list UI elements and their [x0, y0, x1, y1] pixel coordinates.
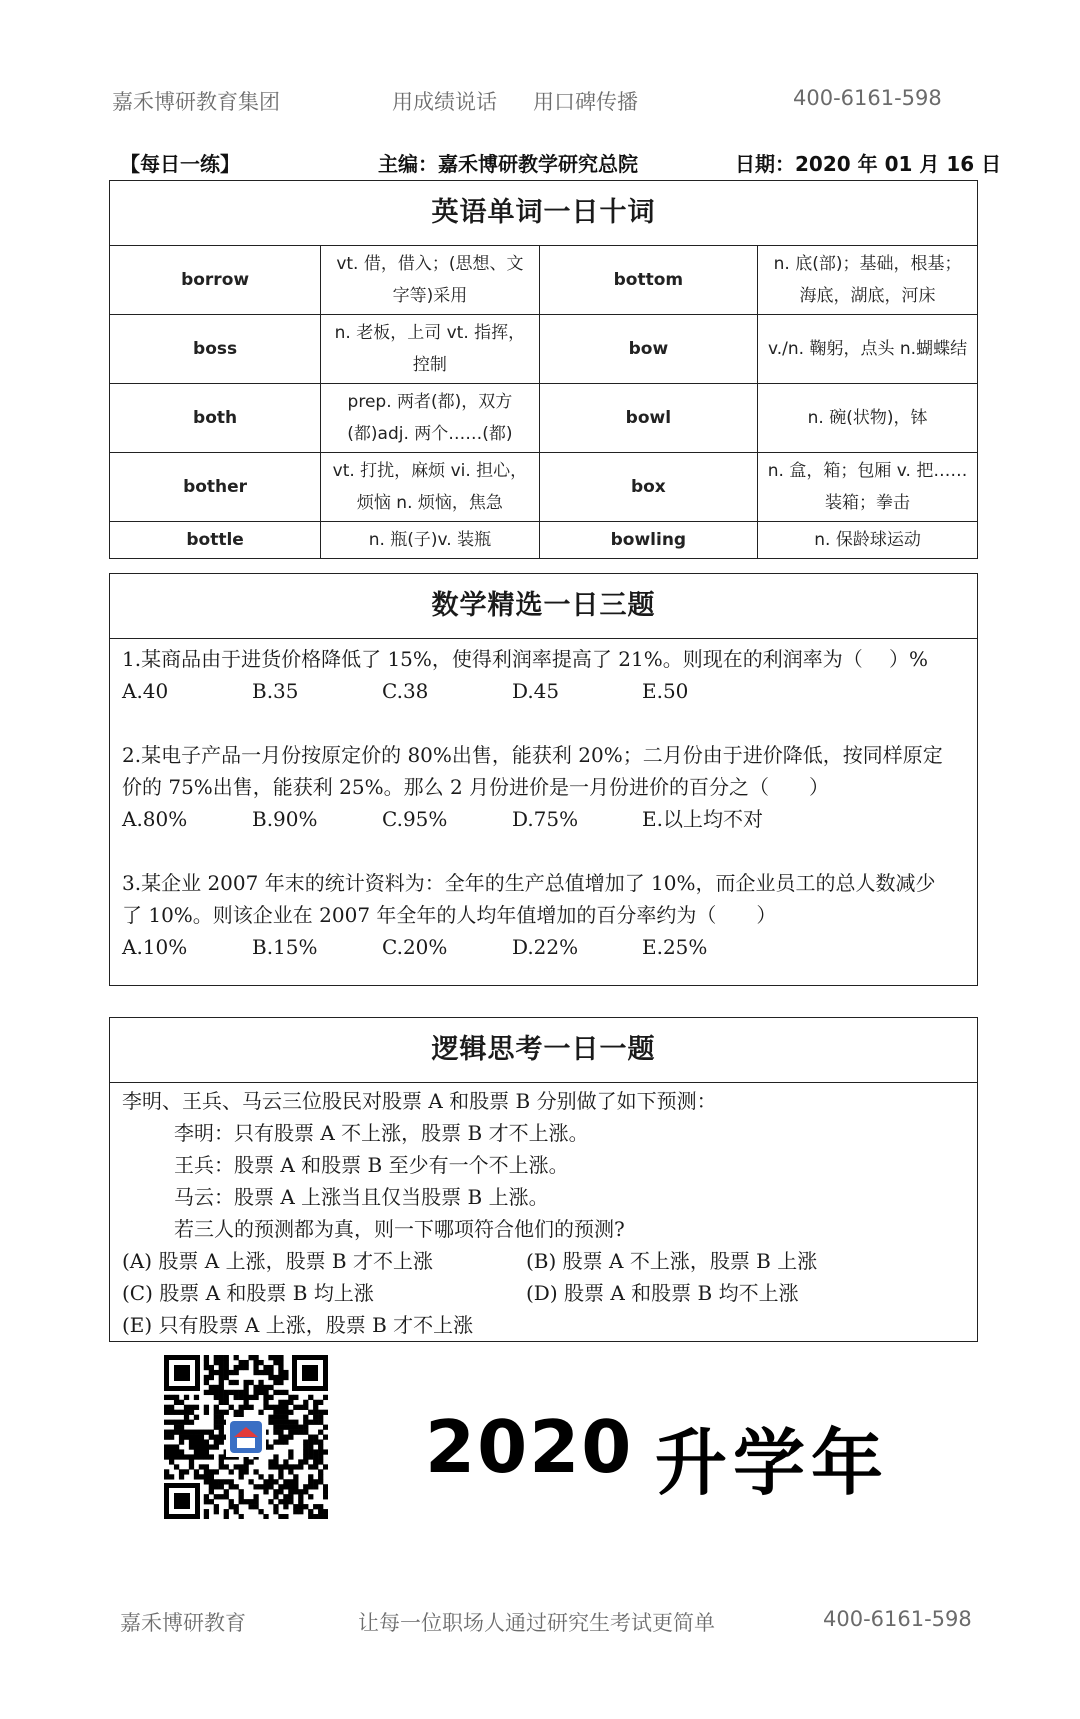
- option: B.15%: [252, 935, 318, 959]
- vocab-definition: n. 碗(状物)，钵: [758, 384, 977, 453]
- banner-text: 升学年: [655, 1421, 890, 1505]
- vocab-definition: n. 瓶(子)v. 装瓶: [321, 522, 539, 559]
- choice-row: [110, 1245, 977, 1277]
- vocab-word: borrow: [110, 246, 321, 315]
- table-row: [110, 246, 977, 315]
- math-section: [109, 573, 978, 986]
- choice-c: (C) 股票 A 和股票 B 均上涨: [122, 1281, 374, 1305]
- choice-row: [110, 1309, 977, 1341]
- banner-year: 2020: [425, 1405, 634, 1489]
- option: B.90%: [252, 807, 318, 831]
- footer-phone: 400-6161-598: [823, 1607, 972, 1631]
- vocab-word: bottom: [539, 246, 757, 315]
- option: B.35: [252, 679, 299, 703]
- header-slogan-2: 用口碑传播: [533, 90, 638, 114]
- math-question-1: [110, 643, 977, 707]
- table-row: [110, 384, 977, 453]
- vocab-definition: n. 底(部)；基础，根基；海底，湖底，河床: [758, 246, 977, 315]
- choice-b: (B) 股票 A 不上涨，股票 B 上涨: [526, 1249, 818, 1273]
- option: A.10%: [122, 935, 188, 959]
- option: E.以上均不对: [642, 807, 763, 831]
- option: D.22%: [512, 935, 579, 959]
- option: E.25%: [642, 935, 708, 959]
- option: A.80%: [122, 807, 188, 831]
- question-text: 1.某商品由于进货价格降低了 15%，使得利润率提高了 21%。则现在的利润率为（ ）%: [122, 647, 929, 671]
- vocab-definition: n. 老板，上司 vt. 指挥，控制: [321, 315, 539, 384]
- footer-brand: 嘉禾博研教育: [120, 1611, 246, 1635]
- vocab-definition: v./n. 鞠躬，点头 n.蝴蝶结: [758, 315, 977, 384]
- vocab-table: [110, 246, 977, 558]
- vocab-word: bowl: [539, 384, 757, 453]
- math-question-2: [110, 739, 977, 835]
- option: A.40: [122, 679, 169, 703]
- date-label: 日期：2020 年 01 月 16 日: [735, 152, 1002, 176]
- logic-intro: 李明、王兵、马云三位股民对股票 A 和股票 B 分别做了如下预测：: [122, 1089, 717, 1113]
- vocab-word: box: [539, 453, 757, 522]
- option: E.50: [642, 679, 689, 703]
- table-row: [110, 315, 977, 384]
- option: C.20%: [382, 935, 448, 959]
- logic-statement: 王兵：股票 A 和股票 B 至少有一个不上涨。: [174, 1153, 569, 1177]
- choice-row: [110, 1277, 977, 1309]
- table-row: [110, 453, 977, 522]
- vocab-definition: prep. 两者(都)，双方(都)adj. 两个……(都): [321, 384, 539, 453]
- option: C.95%: [382, 807, 448, 831]
- logic-section: [109, 1017, 978, 1342]
- logic-statement: 马云：股票 A 上涨当且仅当股票 B 上涨。: [174, 1185, 549, 1209]
- table-row: [110, 522, 977, 559]
- vocab-definition: vt. 借，借入；(思想、文字等)采用: [321, 246, 539, 315]
- vocab-word: bow: [539, 315, 757, 384]
- vocab-word: bother: [110, 453, 321, 522]
- vocab-definition: n. 保龄球运动: [758, 522, 977, 559]
- vocab-definition: n. 盒，箱；包厢 v. 把……装箱；拳击: [758, 453, 977, 522]
- choice-a: (A) 股票 A 上涨，股票 B 才不上涨: [122, 1249, 433, 1273]
- question-text: 2.某电子产品一月份按原定价的 80%出售，能获利 20%；二月份由于进价降低，按同样原定: [122, 743, 943, 767]
- answer-options: [110, 675, 977, 707]
- header-company: 嘉禾博研教育集团: [112, 90, 280, 114]
- editor-label: 主编：嘉禾博研教学研究总院: [378, 152, 638, 176]
- math-title: 数学精选一日三题: [110, 574, 977, 639]
- daily-practice-label: 【每日一练】: [120, 152, 240, 176]
- vocab-word: both: [110, 384, 321, 453]
- logic-question: 若三人的预测都为真，则一下哪项符合他们的预测?: [174, 1217, 625, 1241]
- option: C.38: [382, 679, 429, 703]
- vocab-title: 英语单词一日十词: [110, 181, 977, 246]
- math-question-3: [110, 867, 977, 963]
- option: D.45: [512, 679, 560, 703]
- choice-e: (E) 只有股票 A 上涨，股票 B 才不上涨: [122, 1313, 474, 1337]
- header-phone: 400-6161-598: [793, 86, 942, 110]
- vocab-definition: vt. 打扰，麻烦 vi. 担心，烦恼 n. 烦恼，焦急: [321, 453, 539, 522]
- vocab-word: boss: [110, 315, 321, 384]
- vocab-word: bowling: [539, 522, 757, 559]
- question-text: 价的 75%出售，能获利 25%。那么 2 月份进价是一月份进价的百分之（ ）: [122, 775, 830, 799]
- logic-statement: 李明：只有股票 A 不上涨，股票 B 才不上涨。: [174, 1121, 589, 1145]
- qr-code: [164, 1355, 328, 1519]
- question-text: 了 10%。则该企业在 2007 年全年的人均年值增加的百分率约为（ ）: [122, 903, 777, 927]
- logic-title: 逻辑思考一日一题: [110, 1018, 977, 1083]
- vocab-section: [109, 180, 978, 559]
- vocab-word: bottle: [110, 522, 321, 559]
- answer-options: [110, 803, 977, 835]
- footer-motto: 让每一位职场人通过研究生考试更简单: [358, 1611, 715, 1635]
- header-slogan-1: 用成绩说话: [392, 90, 497, 114]
- option: D.75%: [512, 807, 579, 831]
- choice-d: (D) 股票 A 和股票 B 均不上涨: [526, 1281, 799, 1305]
- answer-options: [110, 931, 977, 963]
- question-text: 3.某企业 2007 年末的统计资料为：全年的生产总值增加了 10%，而企业员工的总人数减少: [122, 871, 936, 895]
